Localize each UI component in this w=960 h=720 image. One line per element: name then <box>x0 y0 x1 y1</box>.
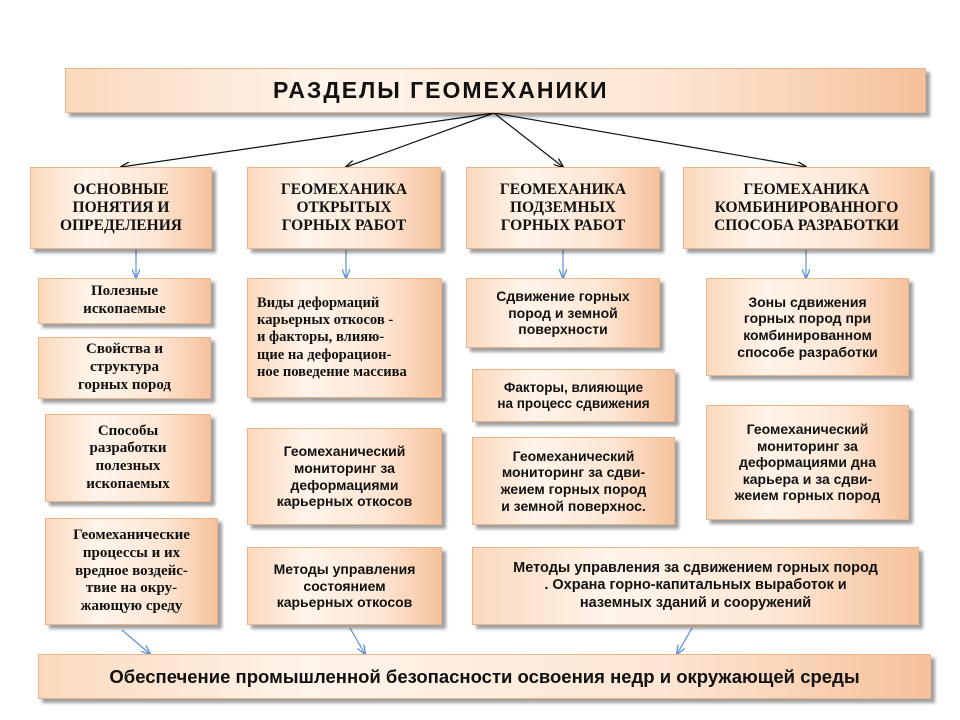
section-combined-header: ГЕОМЕХАНИКА КОМБИНИРОВАННОГО СПОСОБА РАЗРАБОТКИ <box>683 167 930 249</box>
open-pit-item-control-methods: Методы управления состоянием карьерных откосов <box>247 547 442 625</box>
underground-item-monitoring: Геомеханический мониторинг за сдви- жеием горных пород и земной поверхнос. <box>472 437 675 525</box>
bottom-safety-banner: Обеспечение промышленной безопасности освоения недр и окружающей среды <box>38 654 931 699</box>
arrow-title-to-basics <box>121 113 494 167</box>
section-basics-header: ОСНОВНЫЕ ПОНЯТИЯ И ОПРЕДЕЛЕНИЯ <box>30 167 212 249</box>
arrow-title-to-combined <box>494 113 806 167</box>
basics-item-rock-properties: Свойства и структура горных пород <box>38 337 211 399</box>
section-underground-header: ГЕОМЕХАНИКА ПОДЗЕМНЫХ ГОРНЫХ РАБОТ <box>466 167 660 249</box>
shared-control-methods: Методы управления за сдвижением горных пород . Охрана горно-капитальных выработок и наземных зданий и сооружений <box>472 547 919 625</box>
diagram-title: РАЗДЕЛЫ ГЕОМЕХАНИКИ <box>65 68 926 113</box>
underground-item-factors: Факторы, влияющие на процесс сдвижения <box>472 369 675 422</box>
combined-item-movement-zones: Зоны сдвижения горных пород при комбинированном способе разработки <box>706 278 909 376</box>
arrow-to-bottom-3 <box>677 628 692 654</box>
arrow-to-bottom-1 <box>122 630 150 654</box>
open-pit-item-deformations: Виды деформаций карьерных откосов - и факторы, влияю- щие на дефорацион- ное поведение массива <box>247 278 442 398</box>
combined-item-monitoring: Геомеханический мониторинг за деформациями дна карьера и за сдви- жеием горных пород <box>706 405 909 520</box>
arrow-to-bottom-2 <box>350 628 365 654</box>
open-pit-item-monitoring: Геомеханический мониторинг за деформациями карьерных откосов <box>247 428 442 525</box>
basics-item-minerals: Полезные ископаемые <box>38 278 211 324</box>
underground-item-rock-movement: Сдвижение горных пород и земной поверхности <box>466 278 660 348</box>
arrow-title-to-underground <box>494 113 563 167</box>
basics-item-mining-methods: Способы разработки полезных ископаемых <box>45 414 211 502</box>
arrow-title-to-open-pit <box>346 113 494 167</box>
section-open-pit-header: ГЕОМЕХАНИКА ОТКРЫТЫХ ГОРНЫХ РАБОТ <box>247 167 441 249</box>
basics-item-geomech-processes: Геомеханические процессы и их вредное воздейс- твие на окру- жающую среду <box>45 518 218 625</box>
